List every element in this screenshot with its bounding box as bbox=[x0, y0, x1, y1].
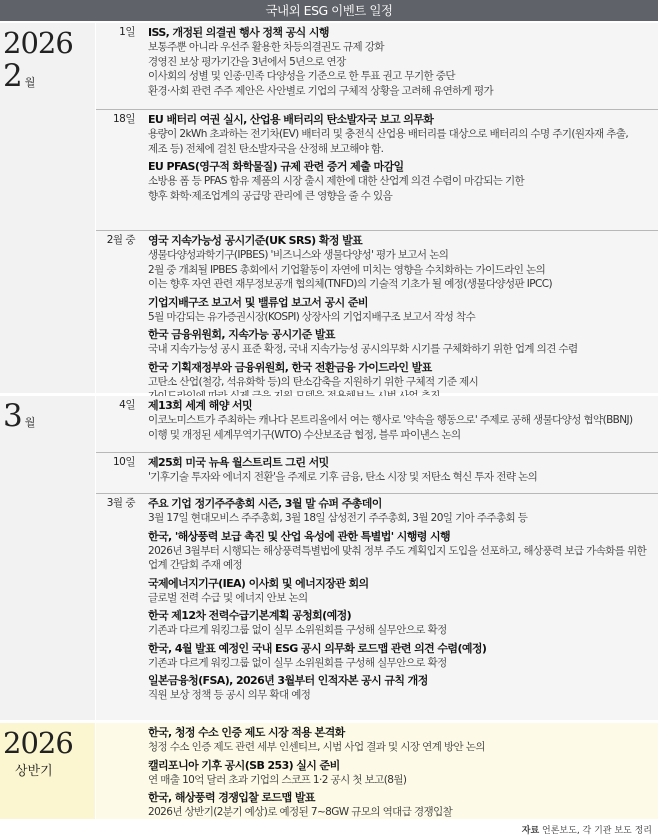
event-line: 3월 17일 현대모비스 주주총회, 3월 18일 삼성전기 주주총회, 3월 20일 기아 주주총회 등 bbox=[148, 512, 528, 524]
event-list bbox=[148, 725, 654, 823]
event-title: 제25회 미국 뉴욕 월스트리트 그린 서밋 bbox=[148, 456, 329, 469]
event-title: 한국 제12차 전력수급기본계획 공청회(예정) bbox=[148, 609, 352, 622]
event-line: 이행 및 개정된 세계무역기구(WTO) 수산보조금 협정, 블루 파이낸스 논의 bbox=[148, 428, 461, 441]
event-line: 2026년 상반기(2분기 예상)로 예정된 7~8GW 규모의 역대급 경쟁입찰 bbox=[148, 806, 453, 818]
event-title: 주요 기업 정기주주총회 시즌, 3월 말 슈퍼 주총데이 bbox=[148, 497, 382, 510]
period-year: 2026 bbox=[3, 26, 73, 60]
event-line: 5월 마감되는 유가증권시장(KOSPI) 상장사의 기업지배구조 보고서 작성 착수 bbox=[148, 310, 476, 323]
event-title: ISS, 개정된 의결권 행사 정책 공식 시행 bbox=[148, 26, 329, 39]
event-item bbox=[148, 233, 654, 292]
event-title: 한국 기획재정부와 금융위원회, 한국 전환금융 가이드라인 발표 bbox=[148, 360, 432, 374]
event-title: 영국 지속가능성 공시기준(UK SRS) 확정 발표 bbox=[148, 234, 363, 247]
event-list bbox=[148, 455, 654, 488]
event-line: 업계 간담회 주재 예정 bbox=[148, 559, 243, 571]
event-item bbox=[148, 608, 654, 638]
event-date: 18일 bbox=[112, 113, 135, 125]
event-title: 기업지배구조 보고서 및 밸류업 보고서 공시 준비 bbox=[148, 295, 368, 309]
event-line: 2026년 3월부터 시행되는 해상풍력특별법에 맞춰 정부 주도 계획입지 도입을 선포하고, 해상풍력 보급 가속화를 위한 bbox=[148, 544, 647, 557]
date-group bbox=[96, 396, 658, 451]
event-line: '기후기술 투자와 에너지 전환'을 주제로 기후 금융, 탄소 시장 및 저탄소 혁신 투자 전략 논의 bbox=[148, 471, 538, 483]
event-title: 한국, 해상풍력 경쟁입찰 로드맵 발표 bbox=[148, 791, 315, 804]
event-line: 제조 등) 전체에 걸친 탄소발자국을 산정해 보고해야 함. bbox=[148, 142, 384, 155]
period-subtitle: 상반기 bbox=[15, 764, 53, 779]
event-title: 일본금융청(FSA), 2026년 3월부터 인적자본 공시 규칙 개정 bbox=[148, 674, 428, 687]
date-group bbox=[96, 493, 658, 721]
event-date: 1일 bbox=[119, 26, 135, 38]
date-group bbox=[96, 23, 658, 108]
period-h1-2026 bbox=[0, 723, 658, 819]
event-item bbox=[148, 159, 654, 203]
event-title: 제13회 세계 해양 서밋 bbox=[148, 399, 253, 412]
event-line: 향후 화학·제조업계의 공급망 관리에 큰 영향을 줄 수 있음 bbox=[148, 189, 393, 202]
event-line: 기존과 다르게 워킹그룹 없이 실무 소위원회를 구성해 실무안으로 확정 bbox=[148, 624, 447, 636]
event-list bbox=[148, 112, 654, 206]
event-title: 한국, 청정 수소 인증 제도 시장 적용 본격화 bbox=[148, 726, 345, 739]
event-item bbox=[148, 576, 654, 606]
event-list bbox=[148, 398, 654, 445]
period-year: 2026 bbox=[3, 726, 73, 760]
event-line: 이사회의 성별 및 인종·민족 다양성을 기준으로 한 투표 권고 무기한 중단 bbox=[148, 70, 455, 82]
page-title: 국내외 ESG 이벤트 일정 bbox=[265, 3, 393, 18]
event-line: 이는 향후 자연 관련 재무정보공개 협의체(TNFD)의 기술적 기초가 될 예정(생물다양성판 IPCC) bbox=[148, 278, 552, 290]
event-item bbox=[148, 725, 654, 755]
event-list bbox=[148, 25, 654, 101]
period-label-column bbox=[0, 23, 95, 393]
event-list bbox=[148, 233, 654, 407]
event-title: 국제에너지기구(IEA) 이사회 및 에너지장관 회의 bbox=[148, 576, 369, 590]
event-item bbox=[148, 529, 654, 573]
period-events-column bbox=[96, 723, 658, 819]
date-group bbox=[96, 230, 658, 394]
event-item bbox=[148, 398, 654, 442]
page-title-bar bbox=[0, 0, 658, 21]
event-line: 연 매출 10억 달러 초과 기업의 스코프 1·2 공시 첫 보고(8월) bbox=[148, 773, 407, 786]
event-line: 환경·사회 관련 주주 제안은 사안별로 기업의 구체적 상황을 고려해 유연하게 평가 bbox=[148, 84, 494, 97]
period-month: 2 bbox=[3, 58, 23, 94]
event-item bbox=[148, 758, 654, 788]
event-line: 경영진 보상 평가기간을 3년에서 5년으로 연장 bbox=[148, 55, 346, 68]
event-title: 한국, 4월 발표 예정인 국내 ESG 공시 의무화 로드맵 관련 의견 수렴(예정) bbox=[148, 641, 487, 655]
event-item bbox=[148, 673, 654, 703]
event-date: 3월 중 bbox=[106, 497, 135, 509]
event-line: 청정 수소 인증 제도 관련 세부 인센티브, 시범 사업 결과 및 시장 연계 방안 논의 bbox=[148, 741, 485, 753]
event-line: 생물다양성과학기구(IPBES) '비즈니스와 생물다양성' 평가 보고서 논의 bbox=[148, 249, 449, 261]
event-item bbox=[148, 327, 654, 357]
period-month: 3 bbox=[3, 398, 23, 434]
date-group bbox=[96, 723, 658, 819]
period-mar-2026 bbox=[0, 396, 658, 720]
period-label-column bbox=[0, 723, 95, 819]
event-line: 직원 보상 정책 등 공시 의무 확대 예정 bbox=[148, 689, 311, 701]
event-date: 10일 bbox=[112, 456, 135, 468]
event-item bbox=[148, 112, 654, 156]
period-label-column bbox=[0, 396, 95, 720]
period-label bbox=[3, 400, 35, 433]
event-date: 2월 중 bbox=[106, 234, 135, 246]
event-date: 4일 bbox=[119, 399, 135, 411]
period-label bbox=[3, 727, 73, 779]
date-group bbox=[96, 452, 658, 493]
event-item bbox=[148, 641, 654, 671]
event-line: 기존과 다르게 워킹그룹 없이 실무 소위원회를 구성해 실무안으로 확정 bbox=[148, 656, 447, 669]
event-line: 글로벌 전력 수급 및 에너지 안보 논의 bbox=[148, 591, 308, 604]
event-item bbox=[148, 496, 654, 526]
source-note bbox=[522, 823, 652, 836]
period-events-column bbox=[96, 396, 658, 720]
event-line: 용량이 2kWh 초과하는 전기차(EV) 배터리 및 충전식 산업용 배터리를 대상으로 배터리의 수명 주기(원자재 추출, bbox=[148, 128, 629, 140]
event-item bbox=[148, 295, 654, 325]
period-events-column bbox=[96, 23, 658, 393]
period-month-suffix: 월 bbox=[24, 76, 36, 89]
event-title: EU 배터리 여권 실시, 산업용 배터리의 탄소발자국 보고 의무화 bbox=[148, 113, 434, 126]
source-text: 언론보도, 각 기관 보도 정리 bbox=[542, 826, 652, 836]
event-title: EU PFAS(영구적 화학물질) 규제 관련 증거 제출 마감일 bbox=[148, 160, 404, 173]
event-list bbox=[148, 496, 654, 706]
event-title: 한국, '해상풍력 보급 촉진 및 산업 육성에 관한 특별법' 시행령 시행 bbox=[148, 529, 451, 543]
date-group bbox=[96, 109, 658, 230]
event-line: 이코노미스트가 주최하는 캐나다 몬트리올에서 여는 행사로 '약속을 행동으로' 주제로 공해 생물다양성 협약(BBNJ) bbox=[148, 414, 633, 426]
event-line: 국내 지속가능성 공시 표준 확정, 국내 지속가능성 공시의무화 시기를 구체화하기 위한 업계 의견 수렴 bbox=[148, 343, 578, 355]
event-line: 보통주뿐 아니라 우선주 활용한 차등의결권도 규제 강화 bbox=[148, 41, 384, 53]
source-label: 자료 bbox=[521, 826, 540, 836]
period-label bbox=[3, 27, 73, 93]
period-month-suffix: 월 bbox=[24, 416, 36, 429]
event-item bbox=[148, 790, 654, 820]
event-item bbox=[148, 455, 654, 485]
event-line: 2월 중 개최될 IPBES 총회에서 기업활동이 자연에 미치는 영향을 수치화하는 가이드라인 논의 bbox=[148, 263, 546, 276]
event-title: 한국 금융위원회, 지속가능 공시기준 발표 bbox=[148, 328, 335, 341]
period-feb-2026 bbox=[0, 23, 658, 393]
event-line: 소방용 폼 등 PFAS 함유 제품의 시장 출시 제한에 대한 산업계 의견 수렴이 마감되는 기한 bbox=[148, 175, 525, 187]
event-title: 캘리포니아 기후 공시(SB 253) 실시 준비 bbox=[148, 758, 340, 772]
event-item bbox=[148, 25, 654, 98]
event-line: 고탄소 산업(철강, 석유화학 등)의 탄소감축을 지원하기 위한 구체적 기준 제시 bbox=[148, 375, 479, 388]
